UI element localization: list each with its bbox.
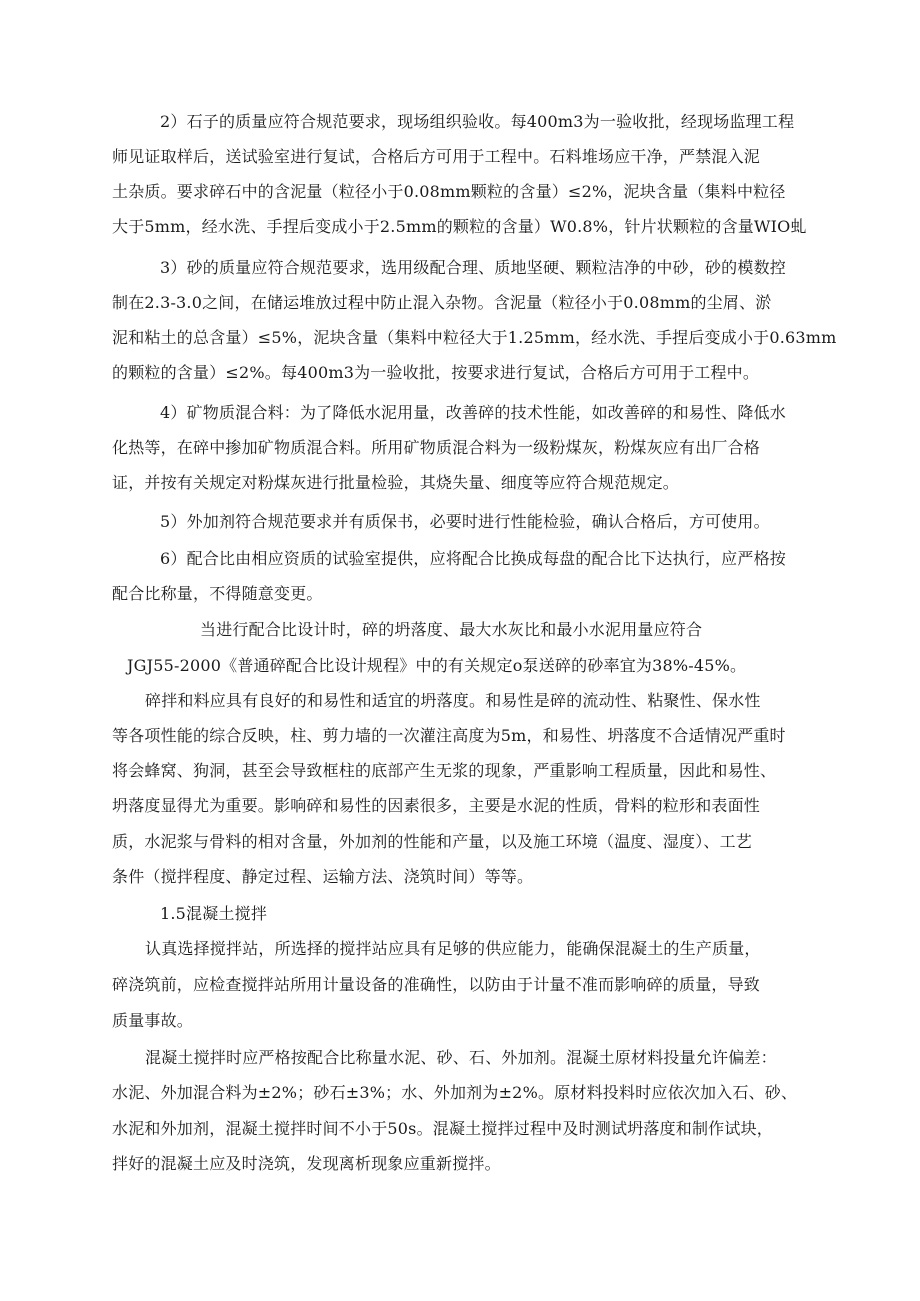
text-line: 配合比称量，不得随意变更。 xyxy=(112,584,323,603)
text-line: 的颗粒的含量）≤2%。每400m3为一验收批，按要求进行复试，合格后方可用于工程中。 xyxy=(112,363,760,382)
text-line: 水泥和外加剂，混凝土搅拌时间不小于50s。混凝土搅拌过程中及时测试坍落度和制作试块， xyxy=(112,1119,773,1138)
text-line: 4）矿物质混合料：为了降低水泥用量，改善碎的技术性能，如改善碎的和易性、降低水 xyxy=(160,403,786,422)
text-line: 5）外加剂符合规范要求并有质保书，必要时进行性能检验，确认合格后，方可使用。 xyxy=(160,512,770,531)
text-line: 6）配合比由相应资质的试验室提供，应将配合比换成每盘的配合比下达执行，应严格按 xyxy=(160,549,786,568)
text-line: 化热等，在碎中掺加矿物质混合料。所用矿物质混合料为一级粉煤灰，粉煤灰应有出厂合格 xyxy=(112,438,761,457)
text-line: 混凝土搅拌时应严格按配合比称量水泥、砂、石、外加剂。混凝土原材料投量允许偏差： xyxy=(145,1048,777,1067)
text-line: 3）砂的质量应符合规范要求，选用级配合理、质地坚硬、颗粒洁净的中砂，砂的模数控 xyxy=(160,258,786,277)
text-line: 将会蜂窝、狗洞，甚至会导致框柱的底部产生无浆的现象，严重影响工程质量，因此和易性、 xyxy=(112,761,777,780)
text-line: 师见证取样后，送试验室进行复试，合格后方可用于工程中。石料堆场应干净，严禁混入泥 xyxy=(112,147,761,166)
text-line: 制在2.3-3.0之间，在储运堆放过程中防止混入杂物。含泥量（粒径小于0.08mm的尘屑、淤 xyxy=(112,293,772,312)
text-line: 坍落度显得尤为重要。影响碎和易性的因素很多，主要是水泥的性质，骨料的粒形和表面性 xyxy=(112,796,761,815)
text-line: 拌好的混凝土应及时浇筑，发现离析现象应重新搅拌。 xyxy=(112,1154,501,1173)
text-line: 证，并按有关规定对粉煤灰进行批量检验，其烧失量、细度等应符合规范规定。 xyxy=(112,473,680,492)
text-line: 质量事故。 xyxy=(112,1011,194,1030)
text-line: 条件（搅拌程度、静定过程、运输方法、浇筑时间）等等。 xyxy=(112,867,534,886)
text-line: JGJ55-2000《普通碎配合比设计规程》中的有关规定o泵送碎的砂率宜为38%-45%。 xyxy=(127,656,747,675)
text-line: 大于5mm，经水洗、手捏后变成小于2.5mm的颗粒的含量）W0.8%，针片状颗粒的含量WIO虬 xyxy=(112,217,807,236)
section-heading: 1.5混凝土搅拌 xyxy=(160,904,268,923)
text-line: 当进行配合比设计时，碎的坍落度、最大水灰比和最小水泥用量应符合 xyxy=(200,620,703,639)
text-line: 认真选择搅拌站，所选择的搅拌站应具有足够的供应能力，能确保混凝土的生产质量， xyxy=(145,939,761,958)
text-line: 土杂质。要求碎石中的含泥量（粒径小于0.08mm颗粒的含量）≤2%，泥块含量（集料中粒径 xyxy=(112,182,786,201)
text-line: 等各项性能的综合反映，柱、剪力墙的一次灌注高度为5m，和易性、坍落度不合适情况严重时 xyxy=(112,726,786,745)
text-line: 水泥、外加混合料为±2%；砂石±3%；水、外加剂为±2%。原材料投料时应依次加入石、砂、 xyxy=(112,1083,798,1102)
text-line: 泥和粘土的总含量）≤5%，泥块含量（集料中粒径大于1.25mm，经水洗、手捏后变成小于0.63mm xyxy=(112,328,837,347)
text-line: 质，水泥浆与骨料的相对含量，外加剂的性能和产量，以及施工环境（温度、湿度）、工艺 xyxy=(112,832,753,851)
text-line: 碎拌和料应具有良好的和易性和适宜的坍落度。和易性是碎的流动性、粘聚性、保水性 xyxy=(145,691,761,710)
text-line: 碎浇筑前，应检查搅拌站所用计量设备的准确性，以防由于计量不准而影响碎的质量，导致 xyxy=(112,975,761,994)
text-line: 2）石子的质量应符合规范要求，现场组织验收。每400m3为一验收批，经现场监理工程 xyxy=(160,112,795,131)
